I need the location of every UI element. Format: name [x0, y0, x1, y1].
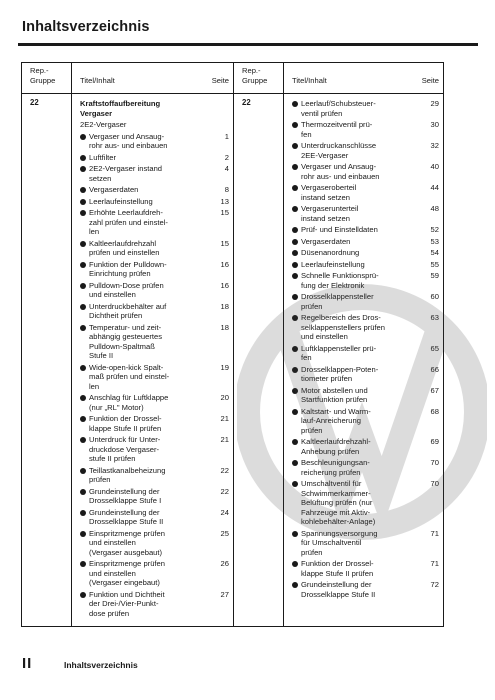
entry-text-line: Vergaserunterteil	[301, 204, 359, 213]
entry-page-number: 53	[430, 236, 439, 246]
entry-text-line: fen	[301, 353, 312, 362]
entry-page-number: 15	[220, 208, 229, 217]
toc-entry	[292, 248, 439, 258]
entry-text-line: prüfen und einstellen	[89, 248, 160, 257]
entry-page-number: 60	[430, 292, 439, 301]
entry-text-line: und einstellen	[301, 332, 348, 341]
toc-entry	[80, 132, 229, 151]
toc-entry	[80, 487, 229, 506]
toc-entry	[80, 239, 229, 258]
toc-entry	[80, 559, 229, 588]
page-title: Inhaltsverzeichnis	[22, 19, 150, 35]
bullet-icon	[80, 561, 86, 567]
bullet-icon	[80, 531, 86, 537]
bullet-icon	[80, 510, 86, 516]
entry-text-line: Vergaser und Ansaug-	[301, 162, 377, 171]
bullet-icon	[292, 315, 298, 321]
bullet-icon	[80, 134, 86, 140]
toc-entry	[80, 466, 229, 485]
entry-text-line: Umschaltventil für	[301, 479, 362, 488]
bullet-icon	[80, 155, 86, 161]
entry-text-line: Drosselklappensteller	[301, 292, 374, 301]
bullet-icon	[292, 164, 298, 170]
toc-entry	[292, 292, 439, 311]
entry-text-line: klappe Stufe II prüfen	[89, 423, 162, 433]
bullet-icon	[292, 122, 298, 128]
bullet-icon	[292, 460, 298, 466]
entry-page-number: 66	[430, 364, 439, 374]
entry-page-number: 54	[430, 248, 439, 257]
bullet-icon	[292, 185, 298, 191]
entry-text-line: Kaltleerlaufdrehzahl	[89, 238, 157, 248]
header-rep-gruppe	[30, 66, 55, 86]
bullet-icon	[292, 439, 298, 445]
entry-page-number: 20	[220, 393, 229, 402]
bullet-icon	[292, 250, 298, 256]
entry-text-line: Schwimmerkammer-	[301, 488, 371, 498]
bullet-icon	[292, 206, 298, 212]
entry-text-line: Pulldown-Spaltmaß	[89, 341, 155, 351]
toc-table-right	[233, 62, 444, 627]
entry-page-number: 71	[430, 528, 439, 538]
entry-page-number: 13	[220, 196, 229, 206]
entry-text-line: Drosselklappe Stufe II	[89, 517, 164, 526]
column-divider	[71, 63, 72, 626]
entry-text-line: Drosselklappe Stufe I	[89, 496, 162, 505]
entry-text-line: Funktion der Drossel-	[89, 414, 162, 423]
group-number: 22	[242, 98, 251, 107]
entry-page-number: 52	[430, 225, 439, 234]
entry-page-number: 32	[430, 141, 439, 150]
entry-text-line: reicherung prüfen	[301, 467, 361, 477]
entry-text-line: rohr aus- und einbauen	[89, 141, 168, 150]
bullet-icon	[80, 210, 86, 216]
toc-entry	[80, 323, 229, 361]
entry-text-line: Spannungsversorgung	[301, 528, 378, 538]
entry-text-line: Startfunktion prüfen	[301, 395, 368, 404]
toc-entry	[80, 302, 229, 321]
entry-text-line: fen	[301, 129, 312, 139]
entry-page-number: 25	[220, 528, 229, 538]
header-rep-line1: Rep.-	[30, 66, 49, 75]
toc-entry	[80, 435, 229, 464]
entry-page-number: 4	[224, 164, 229, 173]
entry-text-line: Temperatur- und zeit-	[89, 322, 162, 332]
entry-text-line: Dichtheit prüfen	[89, 311, 143, 320]
bullet-icon	[292, 262, 298, 268]
entry-list	[292, 99, 439, 599]
bullet-icon	[292, 481, 298, 487]
toc-entry	[80, 363, 229, 392]
entry-text-line: Vergaserdaten	[89, 185, 139, 194]
entry-text-line: zahl prüfen und einstel-	[89, 217, 168, 227]
entry-text-line: und einstellen	[89, 290, 136, 299]
entry-page-number: 68	[430, 406, 439, 416]
bullet-icon	[80, 166, 86, 172]
table-header	[22, 63, 233, 94]
entry-text-line: Unterdruckbehälter auf	[89, 301, 167, 311]
toc-entry	[80, 197, 229, 207]
entry-text-line: prüfen	[301, 425, 323, 435]
entry-list	[80, 99, 229, 618]
table-header	[234, 63, 443, 94]
toc-entry	[80, 164, 229, 183]
entry-text-line: klappe Stufe II prüfen	[301, 568, 374, 578]
toc-entry	[292, 183, 439, 202]
entry-text-line: Grundeinstellung der	[301, 580, 372, 589]
entry-text-line: Leerlauf/Schubsteuer-	[301, 99, 376, 108]
entry-text-line: setzen	[89, 173, 112, 183]
bullet-icon	[292, 294, 298, 300]
entry-page-number: 44	[430, 183, 439, 192]
toc-entry	[292, 580, 439, 599]
entry-page-number: 15	[220, 238, 229, 248]
entry-text-line: Prüf- und Einstelldaten	[301, 225, 378, 234]
entry-text-line: Vergaseroberteil	[301, 183, 357, 192]
entry-text-line: selklappenstellers prüfen	[301, 322, 386, 332]
entry-text-line: Thermozeitventil prü-	[301, 120, 373, 129]
entry-page-number: 22	[220, 465, 229, 475]
toc-entry	[80, 99, 229, 118]
toc-entry	[80, 281, 229, 300]
entry-text-line: Drosselklappen-Poten-	[301, 364, 379, 374]
toc-entry	[292, 559, 439, 578]
footer-title: Inhaltsverzeichnis	[64, 660, 138, 670]
entry-page-number: 70	[430, 458, 439, 467]
entry-text-line: (Vergaser ausgebaut)	[89, 547, 163, 557]
entry-page-number: 16	[220, 280, 229, 290]
entry-text-line: Kraftstoffaufbereitung	[80, 99, 161, 108]
entry-text-line: dose prüfen	[89, 608, 130, 618]
bullet-icon	[80, 304, 86, 310]
entry-page-number: 19	[220, 362, 229, 372]
header-rep-line2: Gruppe	[242, 76, 268, 85]
entry-text-line: Einspritzmenge prüfen	[89, 528, 165, 538]
entry-page-number: 22	[220, 486, 229, 496]
entry-page-number: 8	[224, 185, 229, 194]
entry-text-line: und einstellen	[89, 538, 136, 547]
bullet-icon	[80, 489, 86, 495]
bullet-icon	[292, 227, 298, 233]
toc-entry	[80, 529, 229, 558]
entry-text-line: Luftfilter	[89, 152, 117, 162]
entry-page-number: 18	[220, 322, 229, 332]
entry-page-number: 21	[220, 414, 229, 423]
header-rep-line1: Rep.-	[242, 66, 261, 75]
entry-page-number: 48	[430, 204, 439, 213]
footer-page-mark: II	[22, 655, 33, 672]
entry-text-line: Stufe II	[89, 351, 114, 360]
toc-entry	[292, 386, 439, 405]
toc-entry	[292, 120, 439, 139]
toc-entry	[80, 414, 229, 433]
entry-text-line: stufe II prüfen	[89, 454, 136, 463]
entry-page-number: 59	[430, 271, 439, 280]
bullet-icon	[80, 199, 86, 205]
entry-text-line: Anschlag für Luftklappe	[89, 393, 169, 402]
bullet-icon	[80, 416, 86, 422]
header-rule	[18, 43, 478, 46]
entry-page-number: 65	[430, 343, 439, 353]
toc-entry	[292, 313, 439, 342]
entry-text-line: instand setzen	[301, 213, 350, 223]
entry-text-line: 2E2-Vergaser	[80, 120, 127, 129]
toc-entry	[292, 225, 439, 235]
entry-page-number: 30	[430, 120, 439, 129]
entry-page-number: 27	[220, 589, 229, 599]
entry-text-line: der Drei-/Vier-Punkt-	[89, 599, 159, 608]
entry-text-line: Fahrzeuge mit Aktiv-	[301, 507, 371, 517]
toc-entry	[292, 407, 439, 436]
entry-text-line: Leerlaufeinstellung	[89, 196, 153, 206]
header-page: Seite	[211, 76, 229, 85]
bullet-icon	[292, 101, 298, 107]
entry-page-number: 24	[220, 507, 229, 517]
toc-entry	[292, 344, 439, 363]
entry-text-line: (Vergaser eingebaut)	[89, 578, 160, 587]
header-page: Seite	[421, 76, 439, 85]
entry-text-line: Luftklappensteller prü-	[301, 343, 377, 353]
entry-page-number: 55	[430, 259, 439, 269]
toc-entry	[80, 120, 229, 130]
entry-text-line: prüfen	[301, 301, 323, 311]
entry-text-line: Einspritzmenge prüfen	[89, 559, 165, 568]
bullet-icon	[80, 365, 86, 371]
bullet-icon	[80, 395, 86, 401]
entry-page-number: 21	[220, 435, 229, 444]
entry-text-line: instand setzen	[301, 192, 350, 202]
entry-text-line: Motor abstellen und	[301, 385, 368, 395]
entry-text-line: tiometer prüfen	[301, 374, 353, 383]
bullet-icon	[292, 582, 298, 588]
toc-entry	[292, 271, 439, 290]
entry-text-line: fung der Elektronik	[301, 280, 365, 290]
bullet-icon	[80, 262, 86, 268]
entry-text-line: Kaltleerlaufdrehzahl-	[301, 437, 371, 446]
entry-text-line: und einstellen	[89, 568, 136, 578]
entry-page-number: 2	[224, 152, 229, 162]
bullet-icon	[80, 437, 86, 443]
toc-entry	[80, 153, 229, 163]
entry-page-number: 70	[430, 479, 439, 488]
entry-text-line: maß prüfen und einstel-	[89, 372, 170, 381]
bullet-icon	[80, 283, 86, 289]
entry-text-line: len	[89, 227, 100, 236]
entry-text-line: Regelbereich des Dros-	[301, 313, 381, 322]
entry-text-line: prüfen	[301, 547, 323, 557]
entry-text-line: Erhöhte Leerlaufdreh-	[89, 208, 163, 217]
toc-entry	[80, 185, 229, 195]
entry-page-number: 29	[430, 99, 439, 108]
entry-text-line: rohr aus- und einbauen	[301, 171, 380, 181]
toc-entry	[292, 162, 439, 181]
entry-text-line: Unterdruckanschlüsse	[301, 141, 377, 150]
entry-page-number: 63	[430, 313, 439, 322]
bullet-icon	[292, 367, 298, 373]
entry-text-line: Pulldown-Dose prüfen	[89, 280, 164, 290]
entry-text-line: Grundeinstellung der	[89, 507, 160, 517]
entry-text-line: len	[89, 381, 100, 391]
entry-page-number: 18	[220, 301, 229, 311]
header-title: Titel/Inhalt	[292, 76, 327, 85]
toc-entry	[292, 260, 439, 270]
bullet-icon	[292, 346, 298, 352]
entry-page-number: 72	[430, 580, 439, 589]
toc-entry	[292, 479, 439, 527]
toc-entry	[80, 508, 229, 527]
entry-text-line: abhängig gesteuertes	[89, 332, 163, 341]
entry-text-line: Kaltstart- und Warm-	[301, 406, 371, 416]
bullet-icon	[292, 143, 298, 149]
entry-text-line: Drosselklappe Stufe II	[301, 589, 376, 599]
toc-entry	[292, 237, 439, 247]
entry-text-line: Düsenanordnung	[301, 248, 360, 257]
entry-text-line: ventil prüfen	[301, 108, 343, 118]
toc-entry	[80, 393, 229, 412]
toc-entry	[80, 590, 229, 619]
entry-text-line: Belüftung prüfen (nur	[301, 498, 373, 507]
entry-page-number: 26	[220, 559, 229, 568]
toc-entry	[292, 458, 439, 477]
toc-entry	[292, 365, 439, 384]
entry-page-number: 40	[430, 162, 439, 171]
bullet-icon	[80, 241, 86, 247]
entry-text-line: Leerlaufeinstellung	[301, 259, 365, 269]
group-number: 22	[30, 98, 39, 107]
toc-entry	[292, 437, 439, 456]
entry-text-line: kohlebehälter-Anlage)	[301, 517, 376, 526]
bullet-icon	[292, 531, 298, 537]
entry-page-number: 67	[430, 385, 439, 395]
entry-text-line: Anhebung prüfen	[301, 446, 360, 456]
toc-entry	[292, 141, 439, 160]
entry-text-line: 2EE-Vergaser	[301, 150, 349, 160]
entry-text-line: lauf-Anreicherung	[301, 416, 361, 425]
entry-text-line: Funktion der Pulldown-	[89, 259, 167, 269]
column-divider	[283, 63, 284, 626]
bullet-icon	[292, 388, 298, 394]
entry-text-line: Wide-open-kick Spalt-	[89, 362, 164, 372]
toc-entry	[80, 260, 229, 279]
entry-text-line: Funktion und Dichtheit	[89, 589, 165, 599]
entry-page-number: 69	[430, 437, 439, 446]
entry-text-line: Vergaser und Ansaug-	[89, 131, 165, 141]
toc-entry	[292, 204, 439, 223]
entry-text-line: Grundeinstellung der	[89, 486, 160, 496]
entry-text-line: Vergaser	[80, 108, 113, 118]
entry-text-line: prüfen	[89, 475, 111, 484]
entry-text-line: Teillastkanalbeheizung	[89, 465, 166, 475]
entry-text-line: Beschleunigungsan-	[301, 458, 370, 467]
entry-page-number: 1	[224, 131, 229, 141]
entry-page-number: 16	[220, 259, 229, 269]
bullet-icon	[80, 468, 86, 474]
bullet-icon	[80, 592, 86, 598]
entry-text-line: Unterdruck für Unter-	[89, 435, 161, 444]
bullet-icon	[80, 325, 86, 331]
toc-entry	[292, 99, 439, 118]
header-rep-gruppe	[242, 66, 267, 86]
header-rep-line2: Gruppe	[30, 76, 56, 85]
bullet-icon	[292, 239, 298, 245]
entry-text-line: Funktion der Drossel-	[301, 559, 374, 568]
entry-text-line: Schnelle Funktionsprü-	[301, 271, 379, 280]
bullet-icon	[292, 409, 298, 415]
entry-text-line: Einrichtung prüfen	[89, 269, 151, 278]
entry-text-line: für Umschaltventil	[301, 538, 362, 547]
bullet-icon	[292, 273, 298, 279]
entry-text-line: Vergaserdaten	[301, 236, 351, 246]
toc-entry	[80, 208, 229, 237]
entry-text-line: druckdose Vergaser-	[89, 444, 160, 454]
bullet-icon	[80, 187, 86, 193]
toc-table-left	[21, 62, 234, 627]
entry-text-line: 2E2-Vergaser instand	[89, 164, 163, 173]
entry-text-line: (nur „RL" Motor)	[89, 402, 144, 412]
toc-entry	[292, 529, 439, 558]
entry-page-number: 71	[430, 559, 439, 568]
header-title: Titel/Inhalt	[80, 76, 115, 85]
bullet-icon	[292, 561, 298, 567]
